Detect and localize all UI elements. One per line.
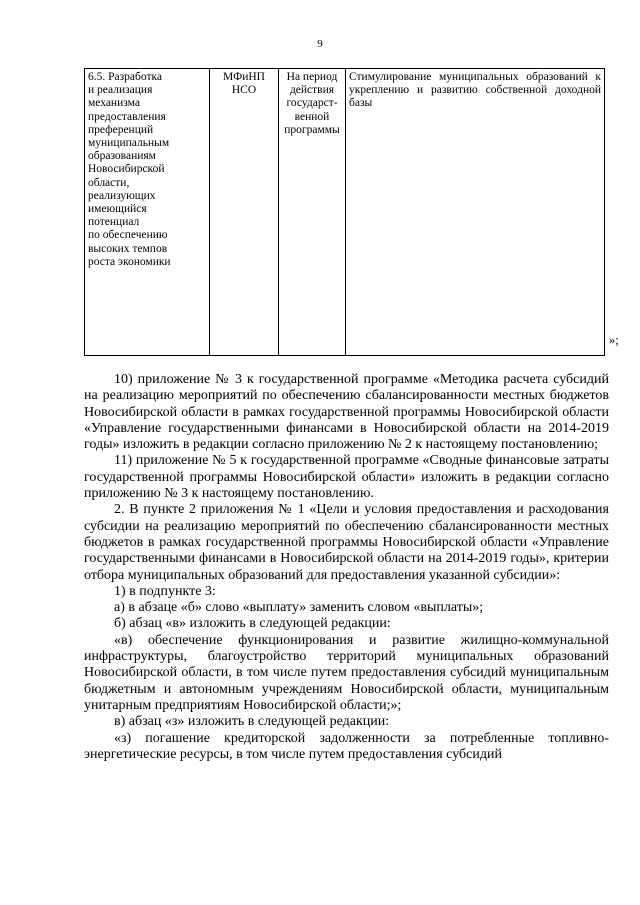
- empty-cell: [605, 69, 620, 356]
- measures-table: [84, 68, 619, 356]
- paragraph: 1) в подпункте 3:: [114, 583, 216, 599]
- quote-closing: »;: [609, 333, 619, 347]
- document-body: [84, 372, 609, 763]
- executor-cell: МФиНП НСО: [210, 69, 279, 356]
- paragraph: а) в абзаце «б» слово «выплату» заменить словом «выплаты»;: [114, 600, 484, 616]
- measure-name-cell: 6.5. Разработка и реализация механизма предоставления преференций муниципальным образованиям Новосибирской области, реализующих имеющийся потенциал по обеспечению высоких темпов роста экономики: [85, 69, 210, 356]
- paragraph: 11) приложение № 5 к государственной программе «Сводные финансовые затраты государственной программы Новосибирской области» изложить в редакции согласно приложению № 3 к настоящему постановлению.: [84, 453, 609, 502]
- table-row: [85, 69, 620, 356]
- paragraph: «з) погашение кредиторской задолженности за потребленные топливно-энергетические ресурсы, в том числе путем предоставления субсидий: [84, 730, 609, 762]
- expected-result-cell: Стимулирование муниципальных образований к укреплению и развитию собственной доходной базы: [346, 69, 605, 356]
- paragraph: «в) обеспечение функционирования и развитие жилищно-коммунальной инфраструктуры, благоустройство территорий муниципальных образований Новосибирской области, в том числе путем предоставления субсидий муниципальным бюджетным и автономным учреждениям Новосибирской области, муниципальным унитарным предприятиям Новосибирской области;»;: [84, 632, 609, 713]
- paragraph: 2. В пункте 2 приложения № 1 «Цели и условия предоставления и расходования субсидии на реализацию мероприятий по обеспечению сбалансированности местных бюджетов в рамках государственной программы Новосибирской области «Управление государственными финансами в Новосибирской области на 2014-2019 годы», критерии отбора муниципальных образований для предоставления указанной субсидии»:: [84, 502, 609, 583]
- page-number: 9: [317, 38, 323, 50]
- paragraph: б) абзац «в» изложить в следующей редакции:: [114, 616, 391, 632]
- paragraph: 10) приложение № 3 к государственной программе «Методика расчета субсидий на реализацию мероприятий по обеспечению сбалансированности местных бюджетов Новосибирской области в рамках государственной программы Новосибирской области «Управление государственными финансами в Новосибирской области на 2014-2019 годы» изложить в редакции согласно приложению № 2 к настоящему постановлению;: [84, 372, 609, 453]
- paragraph: в) абзац «з» изложить в следующей редакции:: [114, 714, 390, 730]
- period-cell: На период действия государст- венной программы: [279, 69, 346, 356]
